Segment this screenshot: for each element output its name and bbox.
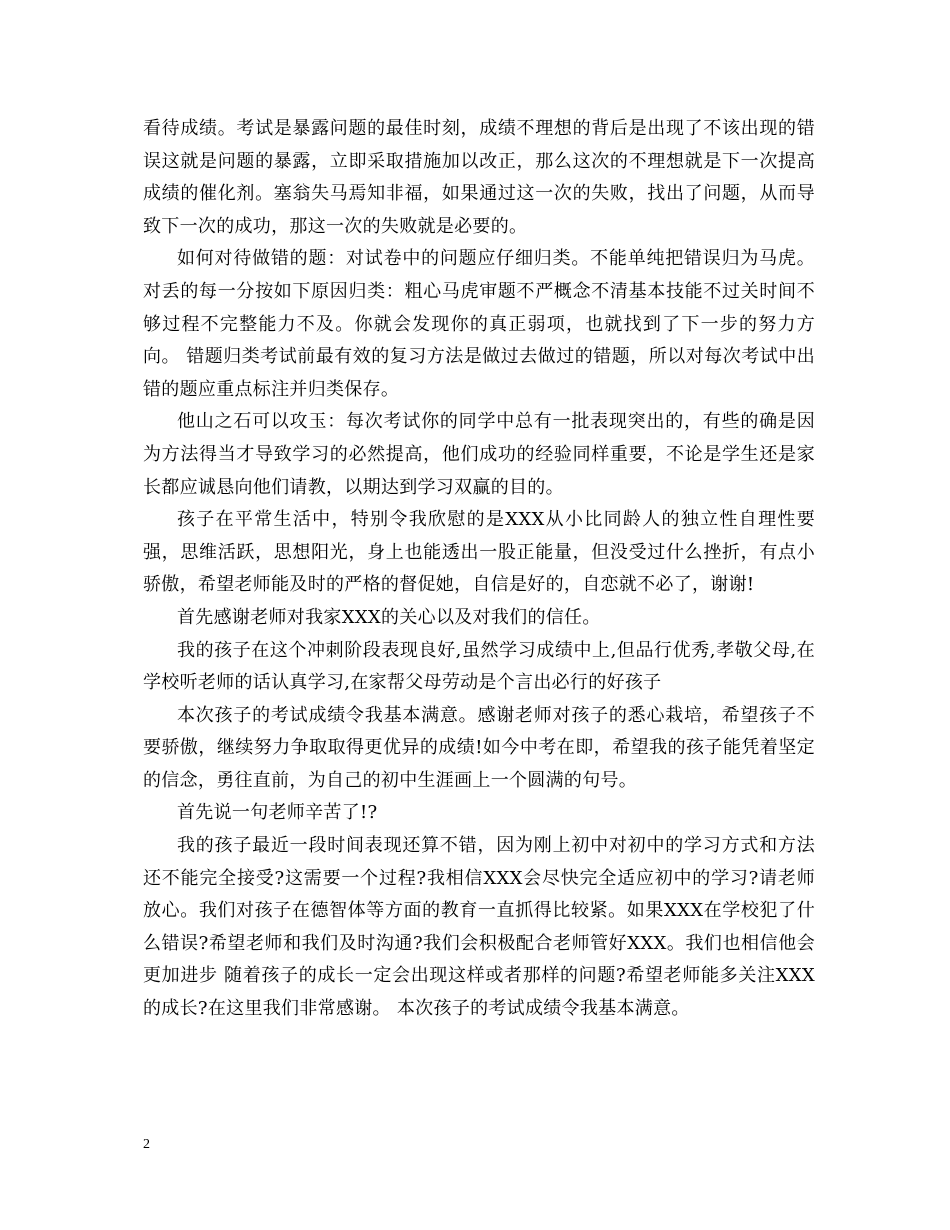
paragraph-6: 我的孩子在这个冲刺阶段表现良好,虽然学习成绩中上,但品行优秀,孝敬父母,在学校听老师的话认真学习,在家帮父母劳动是个言出必行的好孩子 [143, 639, 815, 694]
paragraph-7: 本次孩子的考试成绩令我基本满意。感谢老师对孩子的悉心栽培，希望孩子不要骄傲，继续努力争取取得更优异的成绩!如今中考在即，希望我的孩子能凭着坚定的信念，勇往直前，为自己的初中生涯画上一个圆满的句号。 [143, 704, 815, 791]
body-text [143, 113, 815, 1026]
page-number: 2 [143, 1137, 150, 1152]
paragraph-1: 看待成绩。考试是暴露问题的最佳时刻，成绩不理想的背后是出现了不该出现的错误这就是问题的暴露，立即采取措施加以改正，那么这次的不理想就是下一次提高成绩的催化剂。塞翁失马焉知非福，如果通过这一次的失败，找出了问题，从而导致下一次的成功，那这一次的失败就是必要的。 [143, 118, 815, 237]
paragraph-4: 孩子在平常生活中，特别令我欣慰的是XXX从小比同龄人的独立性自理性要强，思维活跃，思想阳光，身上也能透出一股正能量，但没受过什么挫折，有点小骄傲，希望老师能及时的严格的督促她，自信是好的，自恋就不必了，谢谢! [143, 509, 815, 596]
paragraph-8: 首先说一句老师辛苦了!? [177, 802, 378, 824]
paragraph-9: 我的孩子最近一段时间表现还算不错，因为刚上初中对初中的学习方式和方法还不能完全接受?这需要一个过程?我相信XXX会尽快完全适应初中的学习?请老师放心。我们对孩子在德智体等方面的教育一直抓得比较紧。如果XXX在学校犯了什么错误?希望老师和我们及时沟通?我们会积极配合老师管好XXX。我们也相信他会更加进步 随着孩子的成长一定会出现这样或者那样的问题?希望老师能多关注XXX的成长?在这里我们非常感谢。 本次孩子的考试成绩令我基本满意。 [143, 835, 815, 1020]
paragraph-2: 如何对待做错的题：对试卷中的问题应仔细归类。不能单纯把错误归为马虎。对丢的每一分按如下原因归类：粗心马虎审题不严概念不清基本技能不过关时间不够过程不完整能力不及。你就会发现你的真正弱项，也就找到了下一步的努力方向。 错题归类考试前最有效的复习方法是做过去做过的错题，所以对每次考试中出错的题应重点标注并归类保存。 [143, 248, 815, 400]
paragraph-3: 他山之石可以攻玉：每次考试你的同学中总有一批表现突出的，有些的确是因为方法得当才导致学习的必然提高，他们成功的经验同样重要，不论是学生还是家长都应诚恳向他们请教，以期达到学习双赢的目的。 [143, 411, 815, 498]
paragraph-5: 首先感谢老师对我家XXX的关心以及对我们的信任。 [177, 606, 601, 628]
